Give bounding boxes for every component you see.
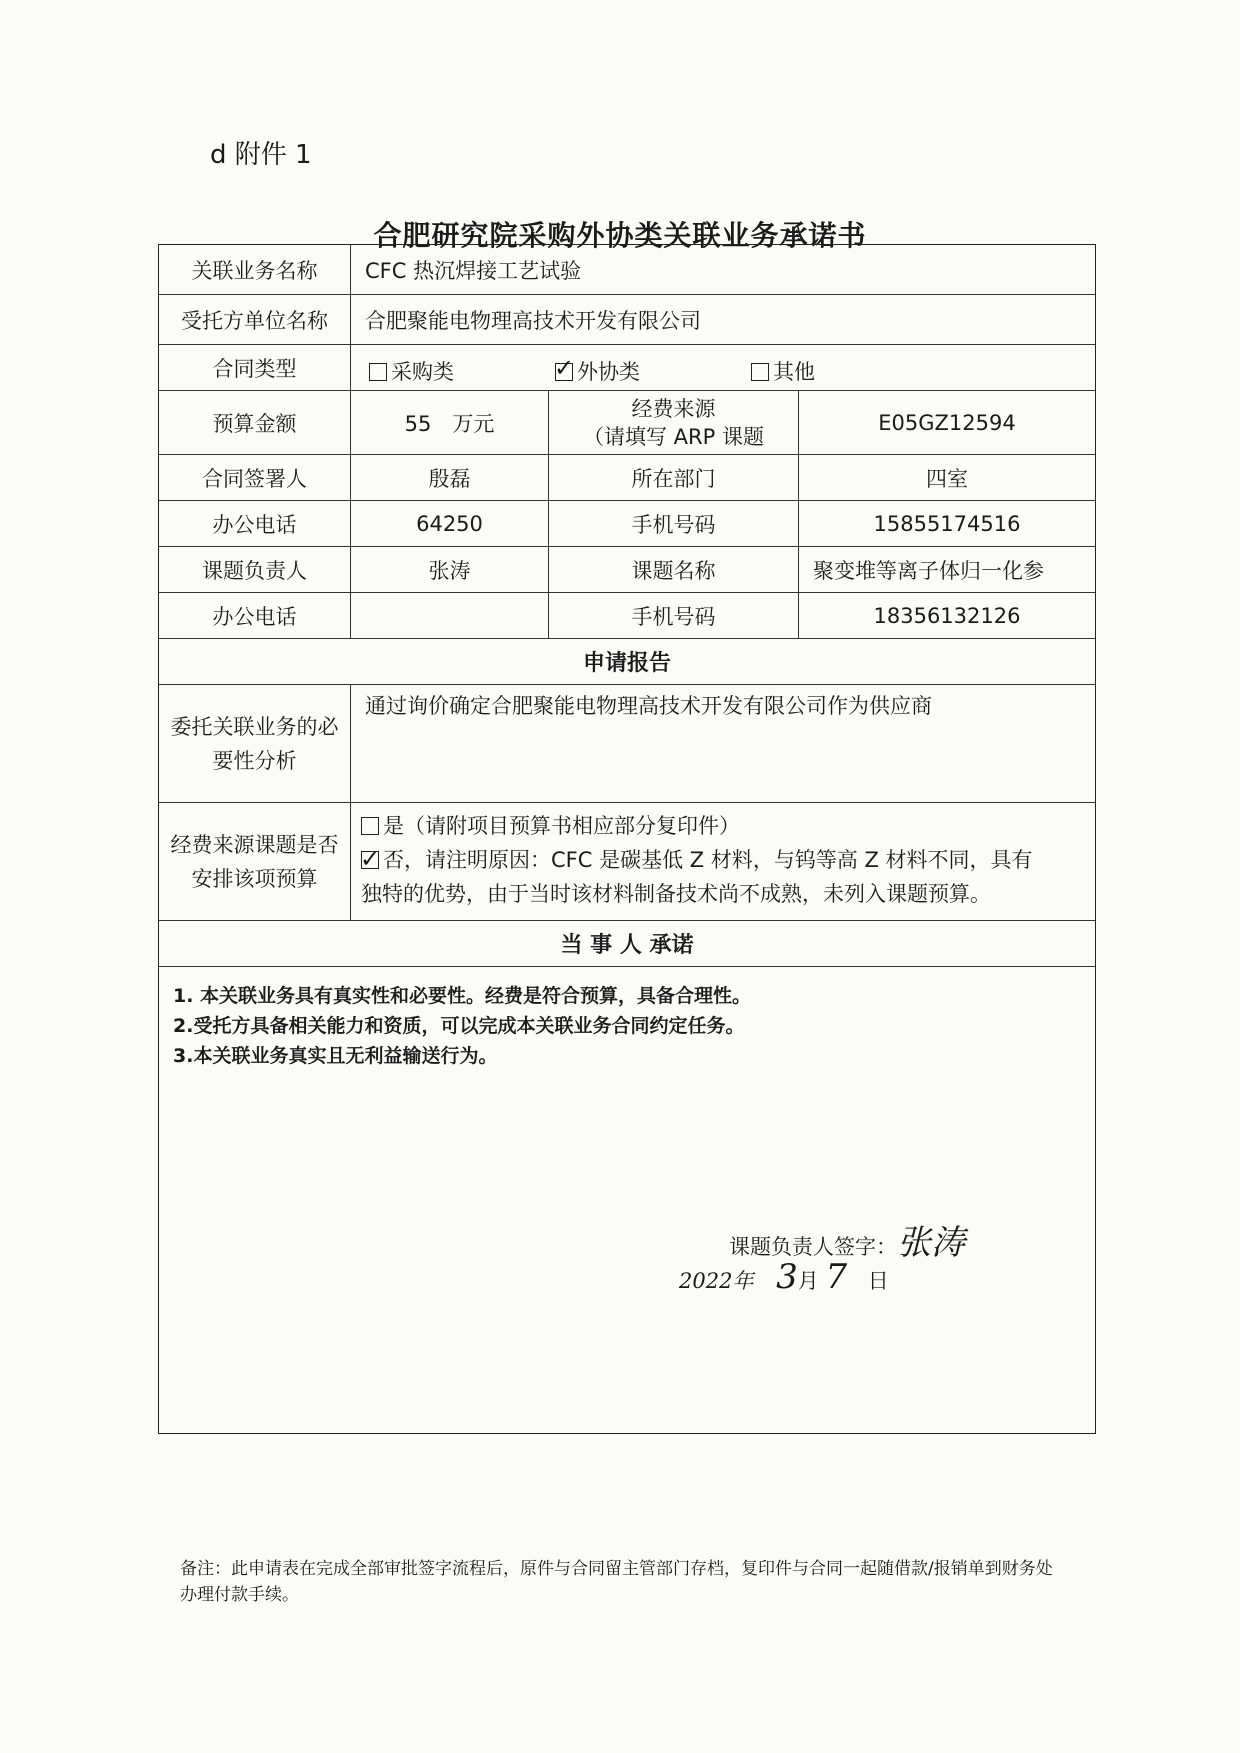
business-name-label: 关联业务名称	[159, 245, 351, 294]
no-reason-continued: 独特的优势，由于当时该材料制备技术尚不成熟，未列入课题预算。	[361, 882, 991, 906]
checkbox-icon	[361, 817, 379, 835]
checkbox-icon	[369, 363, 387, 381]
business-name-value: CFC 热沉焊接工艺试验	[365, 258, 582, 283]
page-title: 合肥研究院采购外协类关联业务承诺书	[373, 219, 867, 252]
contract-type-label: 合同类型	[159, 345, 351, 390]
promise-items	[173, 981, 751, 1071]
row-office-phone	[159, 501, 1095, 547]
footnote: 备注：此申请表在完成全部审批签字流程后，原件与合同留主管部门存档，复印件与合同一起随借款/报销单到财务处办理付款手续。	[180, 1559, 1053, 1605]
promise-section-title: 当 事 人 承诺	[159, 921, 1095, 967]
entrusted-value: 合肥聚能电物理高技术开发有限公司	[365, 308, 701, 333]
contract-type-purchase[interactable]: 采购类	[369, 356, 454, 386]
mobile-label: 手机号码	[549, 501, 799, 546]
leader-label: 课题负责人	[159, 547, 351, 592]
office-phone2-label: 办公电话	[159, 593, 351, 638]
budget-question-answers	[361, 809, 1091, 911]
checkbox-icon	[751, 363, 769, 381]
leader-value: 张涛	[351, 547, 549, 592]
contract-type-outsource[interactable]: ✓ 外协类	[555, 356, 640, 386]
report-section-title: 申请报告	[159, 639, 1095, 685]
row-business-name	[159, 245, 1095, 295]
office-phone2-value	[351, 593, 549, 638]
checked-checkbox-icon	[555, 363, 573, 381]
row-necessity	[159, 685, 1095, 803]
option-yes[interactable]: 是（请附项目预算书相应部分复印件）	[361, 809, 1091, 843]
fund-source-value: E05GZ12594	[878, 410, 1016, 435]
row-budget-question	[159, 803, 1095, 921]
promise-item: 1. 本关联业务具有真实性和必要性。经费是符合预算，具备合理性。	[173, 985, 752, 1007]
mobile-value: 15855174516	[873, 511, 1021, 536]
fund-source-label: 经费来源 （请填写 ARP 课题	[549, 391, 799, 454]
office-phone-label: 办公电话	[159, 501, 351, 546]
contract-type-other[interactable]: 其他	[751, 356, 815, 386]
project-name-value: 聚变堆等离子体归一化参	[813, 558, 1044, 583]
promise-body	[159, 967, 1095, 1433]
budget-label: 预算金额	[159, 391, 351, 454]
row-budget	[159, 391, 1095, 455]
signature-label: 课题负责人签字：	[729, 1235, 897, 1259]
project-name-label: 课题名称	[549, 547, 799, 592]
necessity-label: 委托关联业务的必 要性分析	[159, 685, 351, 802]
entrusted-label: 受托方单位名称	[159, 295, 351, 344]
row-signer	[159, 455, 1095, 501]
mobile2-label: 手机号码	[549, 593, 799, 638]
attachment-label: d 附件 1	[210, 140, 312, 170]
commitment-form	[158, 244, 1096, 1434]
signer-label: 合同签署人	[159, 455, 351, 500]
dept-label: 所在部门	[549, 455, 799, 500]
promise-item: 3.本关联业务真实且无利益输送行为。	[173, 1045, 498, 1067]
row-leader	[159, 547, 1095, 593]
option-no[interactable]: ✓否，请注明原因：CFC 是碳基低 Z 材料，与钨等高 Z 材料不同，具有	[361, 843, 1091, 877]
mobile2-value: 18356132126	[873, 603, 1021, 628]
dept-value: 四室	[926, 466, 968, 491]
budget-question-label: 经费来源课题是否 安排该项预算	[159, 803, 351, 920]
promise-item: 2.受托方具备相关能力和资质，可以完成本关联业务合同约定任务。	[173, 1015, 745, 1037]
checked-checkbox-icon	[361, 851, 379, 869]
row-office-phone-2	[159, 593, 1095, 639]
office-phone-value: 64250	[351, 501, 549, 546]
sign-date: 2022年 3月 7 日	[679, 1257, 889, 1297]
row-contract-type	[159, 345, 1095, 391]
row-entrusted	[159, 295, 1095, 345]
signer-value: 殷磊	[351, 455, 549, 500]
budget-value: 55 万元	[351, 391, 549, 454]
necessity-text: 通过询价确定合肥聚能电物理高技术开发有限公司作为供应商	[365, 694, 932, 718]
signature: 张涛	[897, 1223, 965, 1263]
